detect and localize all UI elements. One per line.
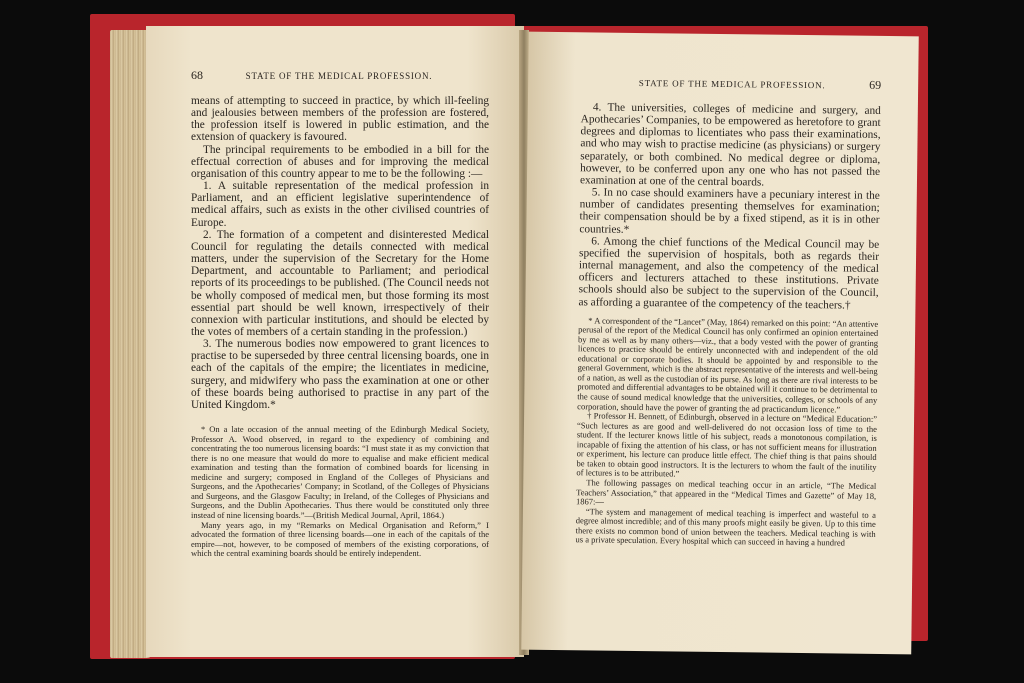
right-page-header <box>581 74 881 93</box>
left-page <box>146 26 524 657</box>
footnote: “The system and management of medical teaching is imperfect and wasteful to a degree almost incredible; and of this many proofs might easily be given. Up to this time there exists no common bond of union between the teachers. Medical teaching is with us a private speculation. Every hospital which can succeed in having a hundred <box>575 505 876 548</box>
right-page-text <box>576 74 882 548</box>
page-number: 68 <box>191 68 203 82</box>
running-head: STATE OF THE MEDICAL PROFESSION. <box>638 77 826 91</box>
page-number: 69 <box>869 77 882 92</box>
paragraph: means of attempting to succeed in practice, by which ill-feeling and jealousies between members of the profession are fostered, the profession itself is lowered in public estimation, and the extension of quackery is favoured. <box>191 95 489 144</box>
paragraph: 3. The numerous bodies now empowered to grant licences to practise to be superseded by three central licensing boards, one in each of the capitals of the empire; the licentiates in medicine, surgery, and midwifery who pass the examination at one or other of these boards being authorised to practise in any part of the United Kingdom.* <box>191 338 489 411</box>
paragraph: The principal requirements to be embodied in a bill for the effectual correction of abuses and for improving the medical organisation of this country appear to me to be the following :— <box>191 143 489 180</box>
footnote: † Professor H. Bennett, of Edinburgh, observed in a lecture on “Medical Education:” “Such lectures as are good and well-delivered do not occasion loss of time to the student. If the lecturer knows little of his subject, reads a monotonous compilation, is incapable of fixing the attention of his class, or has not sufficient means for illustration or experiment, his lecture can produce little effect. The chief thing is that pains should be taken to obtain good instructors. It is the lecturers to whom the fault of the inutility of lectures is to be attributed.” <box>576 410 878 479</box>
right-page <box>521 32 919 655</box>
paragraph: 5. In no case should examiners have a pecuniary interest in the number of candidates presenting themselves for examination; their compensation should be by a fixed stipend, as it is in other countries.* <box>579 186 880 236</box>
footnote: The following passages on medical teaching occur in an article, “The Medical Teachers’ Association,” that appeared in the “Medical Times and Gazette” of May 18, 1867:— <box>575 477 877 507</box>
left-page-header <box>191 68 489 83</box>
paragraph: 1. A suitable representation of the medical profession in Parliament, and an efficient legislative superintendence of medical affairs, such as exists in the other civilised countries of Europe. <box>191 180 489 229</box>
footnote: * A correspondent of the “Lancet” (May, 1864) remarked on this point: “An attentive perusal of the report of the Medical Council has only confirmed an opinion entertained by me as well as by many others—viz., that a body vested with the power of granting licences to practice should be entirely unconnected with and independent of the old educational or corporate bodies. It should be appointed by and responsible to the general Government, which is the abstract representative of the interests and well-being of a nation, as well as the custodian of its purse. As long as there are rival interests to be promoted and differential advantages to be obtained will it continue to be detrimental to the cause of sound medical knowledge that the universities, colleges, or schools of any corporation, should have the power of granting the ad practicandum licence.” <box>577 315 879 415</box>
left-page-text <box>191 68 489 559</box>
footnote: Many years ago, in my “Remarks on Medical Organisation and Reform,” I advocated the formation of three licensing boards—one in each of the capitals of the empire—not, however, to be composed of members of the existing corporations, of which the central examining boards should be entirely independent. <box>191 519 489 559</box>
page-edges <box>110 30 150 658</box>
paragraph: 6. Among the chief functions of the Medical Council may be specified the supervision of hospitals, both as regards their internal management, and also the competency of the medical officers and lecturers attached to these institutions. Private schools should also be subject to the supervision of the Council, as affording a guarantee of the competency of the teachers.† <box>578 235 880 312</box>
paragraph: 2. The formation of a competent and disinterested Medical Council for regulating the details connected with medical matters, under the supervision of the Secretary for the Home Department, and accountable to Parliament; and periodical reports of its proceedings to be published. (The Council needs not be wholly composed of medical men, but those forming its most essential part should be well known, irrespectively of their connexion with particular institutions, and should be elected by the votes of members of a certain standing in the profession.) <box>191 228 489 338</box>
footnote: * On a late occasion of the annual meeting of the Edinburgh Medical Society, Professor A. Wood observed, in regard to the expediency of combining and concentrating the too numerous licensing boards: “I must state it as my conviction that there is no one measure that would do more to equalise and make efficient medical examination and testing than the formation of combined boards for licensing in medicine and surgery; composed in England of the Colleges of Physicians and Surgeons, and the Apothecaries’ Company; in Scotland, of the Colleges of Physicians and Surgeons, and the Glasgow Faculty; in Ireland, of the Colleges of Physicians and Surgeons, and the Dublin Apothecaries. Thus there would be constituted only three instead of nine licensing boards.”—(British Medical Journal, April, 1864.) <box>191 424 489 520</box>
running-head: STATE OF THE MEDICAL PROFESSION. <box>245 71 433 81</box>
paragraph: 4. The universities, colleges of medicine and surgery, and Apothecaries’ Companies, to be empowered as heretofore to grant degrees and diplomas to licentiates who pass their examinations, and who may wish to practise medicine (as physicians) or surgery separately, or both combined. No medical degree or diploma, however, to be conferred upon any one who has not passed the examination at one of the central boards. <box>579 101 881 189</box>
